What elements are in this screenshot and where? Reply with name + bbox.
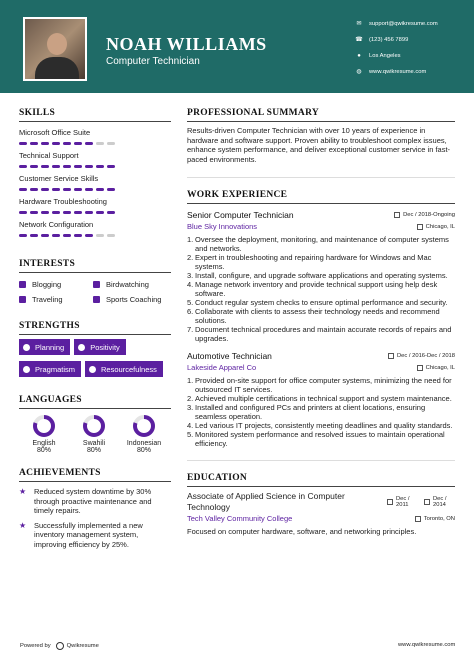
language-percent: 80% <box>86 447 101 454</box>
skill-dot <box>30 211 38 214</box>
calendar-icon <box>387 499 393 505</box>
skill-dot <box>85 188 93 191</box>
job-bullet: 7. Document technical procedures and maintain accurate records of repairs and upgrades. <box>187 325 452 343</box>
skill-dot <box>19 142 27 145</box>
skill-dot <box>52 142 60 145</box>
job-title: Automotive Technician <box>187 351 272 361</box>
skill-level-bar <box>19 188 171 191</box>
book-icon <box>19 281 26 288</box>
language-progress-ring <box>133 415 155 437</box>
interests-section <box>19 259 171 307</box>
skill-dot <box>41 188 49 191</box>
section-title: PROFESSIONAL SUMMARY <box>187 108 320 118</box>
skill-level-bar <box>19 142 171 145</box>
strength-pill: Planning <box>19 339 70 355</box>
book-icon <box>93 281 100 288</box>
experience-section <box>187 190 455 448</box>
language-name: English <box>32 440 56 447</box>
skill-label: Hardware Troubleshooting <box>19 197 107 206</box>
page-footer <box>0 640 474 670</box>
book-icon <box>19 296 26 303</box>
skill-dot <box>30 142 38 145</box>
section-title: WORK EXPERIENCE <box>187 190 288 200</box>
email-icon: ✉ <box>356 21 362 27</box>
skill-dot <box>63 211 71 214</box>
calendar-icon <box>394 212 400 218</box>
job-dates: Dec / 2016-Dec / 2018 <box>388 353 455 359</box>
skill-dot <box>107 234 115 237</box>
job-location: Chicago, IL <box>417 224 455 230</box>
globe-icon: ◍ <box>356 69 362 75</box>
strength-pill: Pragmatism <box>19 361 81 377</box>
skill-dot <box>41 142 49 145</box>
contact-email[interactable]: ✉ support@qwikresume.com <box>356 21 438 27</box>
interest-item: Traveling <box>19 292 93 307</box>
education-section: EDUCATION Associate of Applied Science in Computer Technology Dec / 2011 Dec / 2014 Tech Valley Community College Toronto, ON Focused on computer hardware, software, and networking principles. <box>187 473 455 536</box>
language-name: Swahili <box>82 440 106 447</box>
contact-website[interactable]: ◍ www.qwikresume.com <box>356 69 427 75</box>
skill-dot <box>63 188 71 191</box>
skill-dot <box>74 211 82 214</box>
skill-dot <box>63 234 71 237</box>
job-bullet: 2. Achieved multiple certifications in technical support and system maintenance. <box>187 394 452 403</box>
calendar-icon <box>424 499 430 505</box>
language-progress-ring <box>83 415 105 437</box>
job-bullet: 5. Monitored system performance and resolved issues to maintain operational efficiency. <box>187 430 445 448</box>
achievements-section <box>19 468 171 549</box>
strength-pill: Positivity <box>74 339 126 355</box>
star-icon: ★ <box>19 487 27 496</box>
contact-phone[interactable]: ☎ (123) 456 7899 <box>355 37 409 43</box>
skill-dot <box>19 234 27 237</box>
skill-dot <box>96 165 104 168</box>
location-icon: ● <box>357 53 361 59</box>
achievement-item: ★ Reduced system downtime by 30% through proactive maintenance and timely repairs. <box>19 487 152 515</box>
job-bullet: 3. Installed and configured PCs and printers at client locations, ensuring seamless operation. <box>187 403 426 421</box>
skill-dot <box>85 211 93 214</box>
skill-dot <box>63 165 71 168</box>
qwikresume-logo-icon <box>56 642 64 650</box>
left-column <box>19 108 171 549</box>
language-name: Indonesian <box>126 440 162 447</box>
strengths-section <box>19 321 171 383</box>
school-location: Toronto, ON <box>415 516 455 522</box>
skills-section <box>19 108 171 237</box>
phone-icon: ☎ <box>355 37 363 43</box>
location-icon <box>415 516 421 522</box>
job-bullet: 1. Oversee the deployment, monitoring, and maintenance of computer systems and networks. <box>187 235 449 253</box>
skill-dot <box>41 165 49 168</box>
interest-item: Sports Coaching <box>93 292 167 307</box>
star-icon: ★ <box>19 520 27 530</box>
skill-dot <box>96 188 104 191</box>
calendar-icon <box>388 353 394 359</box>
skill-dot <box>30 188 38 191</box>
skill-dot <box>41 234 49 237</box>
skill-level-bar <box>19 165 171 168</box>
skill-dot <box>41 211 49 214</box>
language-progress-ring <box>33 415 55 437</box>
job-bullet: 1. Provided on-site support for office computer systems, minimizing the need for outsourced IT services. <box>187 376 452 394</box>
job-bullet: 4. Led various IT projects, consistently meeting deadlines and quality standards. <box>187 421 453 430</box>
skill-dot <box>19 211 27 214</box>
book-icon <box>93 296 100 303</box>
language-item <box>69 415 119 454</box>
section-title: STRENGTHS <box>19 321 80 331</box>
skill-dot <box>52 234 60 237</box>
skill-dot <box>107 211 115 214</box>
job-bullet: 5. Conduct regular system checks to ensure optimal performance and security. <box>187 298 448 307</box>
skill-item <box>19 197 171 214</box>
profile-photo <box>23 17 87 81</box>
skill-item <box>19 128 171 145</box>
language-percent: 80% <box>136 447 151 454</box>
right-column <box>187 108 455 537</box>
degree-title: Associate of Applied Science in Computer Technology <box>187 491 345 512</box>
skill-dot <box>85 142 93 145</box>
contact-list <box>355 16 470 80</box>
company-name: Blue Sky Innovations <box>187 222 258 231</box>
skill-dot <box>107 142 115 145</box>
skill-dot <box>52 188 60 191</box>
badge-icon <box>78 344 85 351</box>
skill-dot <box>19 165 27 168</box>
languages-section <box>19 395 171 454</box>
job-bullet: 3. Install, configure, and upgrade software applications and operating systems. <box>187 271 448 280</box>
skill-dot <box>107 165 115 168</box>
skill-dot <box>74 142 82 145</box>
strength-pill: Resourcefulness <box>85 361 163 377</box>
skill-item <box>19 174 171 191</box>
language-item <box>19 415 69 454</box>
skill-level-bar <box>19 234 171 237</box>
job-bullet: 4. Manage network inventory and provide technical support using help desk software. <box>187 280 438 298</box>
footer-website[interactable]: www.qwikresume.com <box>398 642 456 648</box>
job-entry <box>187 210 455 343</box>
skill-dot <box>96 234 104 237</box>
skill-label: Technical Support <box>19 151 79 160</box>
skill-dot <box>30 165 38 168</box>
skill-dot <box>74 188 82 191</box>
job-location: Chicago, IL <box>417 365 455 371</box>
skill-label: Network Configuration <box>19 220 94 229</box>
contact-location: ● Los Angeles <box>355 48 470 64</box>
education-text: Focused on computer hardware, software, and networking principles. <box>187 527 417 536</box>
resume-header <box>0 0 474 93</box>
job-entry <box>187 351 455 448</box>
skill-dot <box>96 211 104 214</box>
language-percent: 80% <box>36 447 51 454</box>
location-icon <box>417 224 423 230</box>
section-title: LANGUAGES <box>19 395 82 405</box>
skill-dot <box>74 234 82 237</box>
summary-section <box>187 108 455 164</box>
skill-dot <box>19 188 27 191</box>
badge-icon <box>23 344 30 351</box>
section-title: INTERESTS <box>19 259 76 269</box>
section-title: SKILLS <box>19 108 56 118</box>
interest-item: Birdwatching <box>93 277 167 292</box>
job-dates: Dec / 2018-Ongoing <box>394 212 455 218</box>
badge-icon <box>89 366 96 373</box>
language-item <box>119 415 169 454</box>
skill-dot <box>74 165 82 168</box>
skill-dot <box>30 234 38 237</box>
section-title: ACHIEVEMENTS <box>19 468 101 478</box>
candidate-role: Computer Technician <box>106 56 200 67</box>
skill-item <box>19 220 171 237</box>
location-icon <box>417 365 423 371</box>
interest-item: Blogging <box>19 277 93 292</box>
company-name: Lakeside Apparel Co <box>187 363 257 372</box>
candidate-name: NOAH WILLIAMS <box>106 34 267 54</box>
skill-dot <box>85 165 93 168</box>
badge-icon <box>23 366 30 373</box>
school-name: Tech Valley Community College <box>187 514 293 523</box>
job-bullet: 6. Collaborate with clients to assess their technology needs and recommend solutions. <box>187 307 440 325</box>
skill-dot <box>85 234 93 237</box>
skill-dot <box>63 142 71 145</box>
skill-dot <box>52 211 60 214</box>
summary-text: Results-driven Computer Technician with over 10 years of experience in hardware and software support. Proven ability to troubleshoot complex issues, enhance system performance, and deliver exceptional customer service in fast-paced environments. <box>187 126 451 164</box>
job-title: Senior Computer Technician <box>187 210 294 220</box>
education-dates: Dec / 2011 <box>387 491 418 512</box>
achievement-item: ★ Successfully implemented a new inventory management system, improving efficiency by 25%. <box>19 520 143 549</box>
job-bullet: 2. Expert in troubleshooting and repairing hardware for Windows and Mac systems. <box>187 253 432 271</box>
skill-item <box>19 151 171 168</box>
powered-by: Powered by Qwikresume <box>20 643 99 649</box>
skill-label: Microsoft Office Suite <box>19 128 91 137</box>
skill-label: Customer Service Skills <box>19 174 99 183</box>
skill-dot <box>96 142 104 145</box>
skill-dot <box>107 188 115 191</box>
skill-level-bar <box>19 211 171 214</box>
skill-dot <box>52 165 60 168</box>
section-title: EDUCATION <box>187 473 248 483</box>
